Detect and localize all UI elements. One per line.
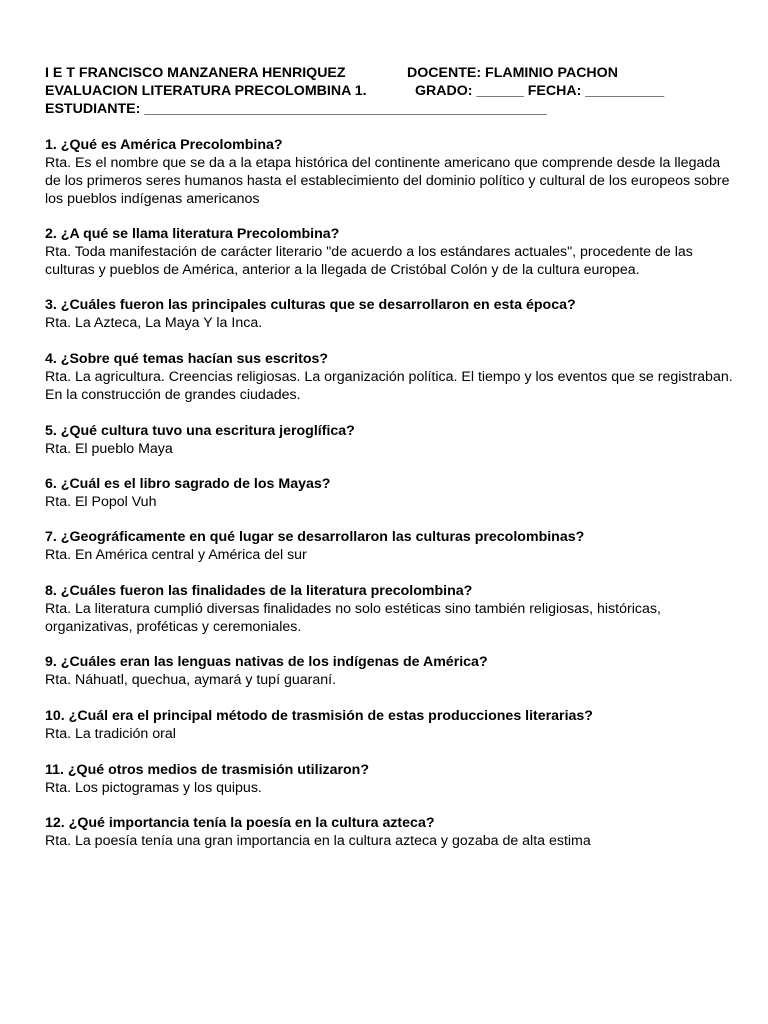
answer-text: Rta. La agricultura. Creencias religiosas. La organización política. El tiempo y los eventos que se registraban. En la construcción de grandes ciudades. xyxy=(45,369,733,403)
question-text: 1. ¿Qué es América Precolombina? xyxy=(45,137,283,153)
answer-text: Rta. El pueblo Maya xyxy=(45,441,173,457)
question-text: 9. ¿Cuáles eran las lenguas nativas de los indígenas de América? xyxy=(45,654,488,670)
question-text: 3. ¿Cuáles fueron las principales culturas que se desarrollaron en esta época? xyxy=(45,297,576,313)
question-item xyxy=(45,422,735,458)
question-item xyxy=(45,761,735,797)
question-item xyxy=(45,350,735,404)
question-text: 6. ¿Cuál es el libro sagrado de los Mayas? xyxy=(45,476,331,492)
question-item xyxy=(45,528,735,564)
document-header xyxy=(45,64,735,118)
header-line-3 xyxy=(45,100,735,118)
evaluation-title: EVALUACION LITERATURA PRECOLOMBINA 1. xyxy=(45,83,367,99)
question-text: 10. ¿Cuál era el principal método de trasmisión de estas producciones literarias? xyxy=(45,708,593,724)
grade-date-fields: GRADO: ______ FECHA: __________ xyxy=(415,83,665,99)
answer-text: Rta. La literatura cumplió diversas finalidades no solo estéticas sino también religiosas, históricas, organizativas, proféticas y ceremoniales. xyxy=(45,601,661,635)
school-name: I E T FRANCISCO MANZANERA HENRIQUEZ xyxy=(45,65,346,81)
question-item xyxy=(45,136,735,208)
answer-text: Rta. Náhuatl, quechua, aymará y tupí guaraní. xyxy=(45,672,337,688)
answer-text: Rta. La Azteca, La Maya Y la Inca. xyxy=(45,315,263,331)
answer-text: Rta. Es el nombre que se da a la etapa histórica del continente americano que comprende desde la llegada de los primeros seres humanos hasta el establecimiento del dominio político y cultural de los europeos sobre los pueblos indígenas americanos xyxy=(45,155,730,207)
question-text: 8. ¿Cuáles fueron las finalidades de la literatura precolombina? xyxy=(45,583,473,599)
question-item xyxy=(45,582,735,636)
header-line-1 xyxy=(45,64,735,82)
question-item xyxy=(45,296,735,332)
question-item xyxy=(45,814,735,850)
header-line-2 xyxy=(45,82,735,100)
student-field: ESTUDIANTE: ___________________________________________________ xyxy=(45,101,547,117)
question-item xyxy=(45,653,735,689)
question-item xyxy=(45,475,735,511)
answer-text: Rta. Toda manifestación de carácter literario "de acuerdo a los estándares actuales", procedente de las culturas y pueblos de América, anterior a la llegada de Cristóbal Colón y de la cultura europea. xyxy=(45,244,693,278)
question-item xyxy=(45,707,735,743)
question-text: 2. ¿A qué se llama literatura Precolombina? xyxy=(45,226,340,242)
question-text: 11. ¿Qué otros medios de trasmisión utilizaron? xyxy=(45,762,370,778)
answer-text: Rta. En América central y América del sur xyxy=(45,547,307,563)
question-text: 4. ¿Sobre qué temas hacían sus escritos? xyxy=(45,351,329,367)
answer-text: Rta. Los pictogramas y los quipus. xyxy=(45,780,262,796)
question-text: 7. ¿Geográficamente en qué lugar se desarrollaron las culturas precolombinas? xyxy=(45,529,585,545)
question-text: 12. ¿Qué importancia tenía la poesía en la cultura azteca? xyxy=(45,815,435,831)
answer-text: Rta. El Popol Vuh xyxy=(45,494,157,510)
question-text: 5. ¿Qué cultura tuvo una escritura jeroglífica? xyxy=(45,423,355,439)
teacher-name: DOCENTE: FLAMINIO PACHON xyxy=(407,65,618,81)
answer-text: Rta. La tradición oral xyxy=(45,726,176,742)
question-item xyxy=(45,225,735,279)
answer-text: Rta. La poesía tenía una gran importancia en la cultura azteca y gozaba de alta estima xyxy=(45,833,591,849)
